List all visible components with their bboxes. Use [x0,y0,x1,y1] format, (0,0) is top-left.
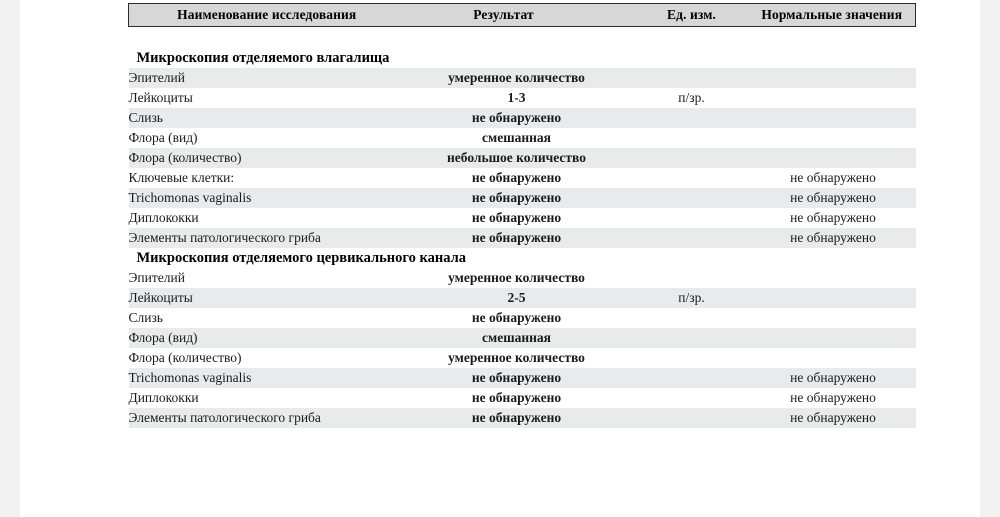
result-name-cell: Флора (количество) [129,148,401,168]
header-spacer-cell [129,27,916,49]
result-normal-range-cell [751,108,916,128]
result-normal-range-cell [751,68,916,88]
result-name-cell: Флора (вид) [129,128,401,148]
result-units-cell [633,128,751,148]
result-normal-range-cell [751,88,916,108]
result-normal-range-cell [751,268,916,288]
section-heading: Микроскопия отделяемого цервикального канала [129,248,916,268]
result-name-cell: Эпителий [129,68,401,88]
result-value-cell: смешанная [401,128,633,148]
table-row [129,408,916,428]
column-header-normal: Нормальные значения [751,4,916,27]
table-row [129,348,916,368]
result-normal-range-cell: не обнаружено [751,368,916,388]
section-heading-row [129,248,916,268]
result-value-cell: не обнаружено [401,408,633,428]
table-row [129,108,916,128]
result-value-cell: умеренное количество [401,348,633,368]
table-row [129,388,916,408]
result-value-cell: небольшое количество [401,148,633,168]
table-row [129,308,916,328]
result-normal-range-cell: не обнаружено [751,228,916,248]
result-value-cell: умеренное количество [401,268,633,288]
table-body [129,27,916,429]
result-value-cell: не обнаружено [401,188,633,208]
result-normal-range-cell [751,308,916,328]
result-name-cell: Лейкоциты [129,288,401,308]
table-row [129,88,916,108]
result-normal-range-cell: не обнаружено [751,168,916,188]
result-name-cell: Ключевые клетки: [129,168,401,188]
result-name-cell: Флора (количество) [129,348,401,368]
result-name-cell: Элементы патологического гриба [129,228,401,248]
table-row [129,288,916,308]
section-heading: Микроскопия отделяемого влагалища [129,48,916,68]
result-name-cell: Слизь [129,308,401,328]
result-units-cell [633,148,751,168]
result-normal-range-cell [751,328,916,348]
result-units-cell [633,308,751,328]
result-normal-range-cell [751,288,916,308]
column-header-units: Ед. изм. [633,4,751,27]
result-name-cell: Слизь [129,108,401,128]
table-row [129,168,916,188]
result-value-cell: смешанная [401,328,633,348]
result-units-cell [633,228,751,248]
column-header-result: Результат [401,4,633,27]
result-value-cell: не обнаружено [401,208,633,228]
result-normal-range-cell: не обнаружено [751,388,916,408]
result-value-cell: 2-5 [401,288,633,308]
result-name-cell: Диплококки [129,208,401,228]
result-normal-range-cell [751,148,916,168]
result-units-cell [633,168,751,188]
result-name-cell: Trichomonas vaginalis [129,188,401,208]
result-value-cell: умеренное количество [401,68,633,88]
result-units-cell: п/зр. [633,288,751,308]
column-header-name: Наименование исследования [129,4,401,27]
result-value-cell: не обнаружено [401,388,633,408]
header-spacer [129,27,916,49]
result-name-cell: Элементы патологического гриба [129,408,401,428]
result-units-cell [633,68,751,88]
result-normal-range-cell: не обнаружено [751,188,916,208]
table-row [129,68,916,88]
table-row [129,328,916,348]
result-name-cell: Флора (вид) [129,328,401,348]
result-value-cell: не обнаружено [401,108,633,128]
lab-results-table [128,3,916,428]
table-row [129,368,916,388]
result-units-cell [633,368,751,388]
result-units-cell [633,208,751,228]
result-value-cell: не обнаружено [401,368,633,388]
result-units-cell: п/зр. [633,88,751,108]
table-row [129,208,916,228]
table-row [129,188,916,208]
result-name-cell: Trichomonas vaginalis [129,368,401,388]
table-header [129,4,916,27]
result-value-cell: 1-3 [401,88,633,108]
table-row [129,228,916,248]
result-name-cell: Диплококки [129,388,401,408]
result-value-cell: не обнаружено [401,168,633,188]
table-row [129,268,916,288]
result-units-cell [633,188,751,208]
result-units-cell [633,408,751,428]
table-header-row [129,4,916,27]
result-units-cell [633,108,751,128]
result-units-cell [633,388,751,408]
table-row [129,148,916,168]
result-value-cell: не обнаружено [401,228,633,248]
result-units-cell [633,328,751,348]
result-name-cell: Эпителий [129,268,401,288]
result-normal-range-cell: не обнаружено [751,208,916,228]
result-units-cell [633,268,751,288]
table-row [129,128,916,148]
result-value-cell: не обнаружено [401,308,633,328]
result-name-cell: Лейкоциты [129,88,401,108]
result-units-cell [633,348,751,368]
result-normal-range-cell: не обнаружено [751,408,916,428]
result-normal-range-cell [751,348,916,368]
section-heading-row [129,48,916,68]
document-page [20,0,980,517]
result-normal-range-cell [751,128,916,148]
